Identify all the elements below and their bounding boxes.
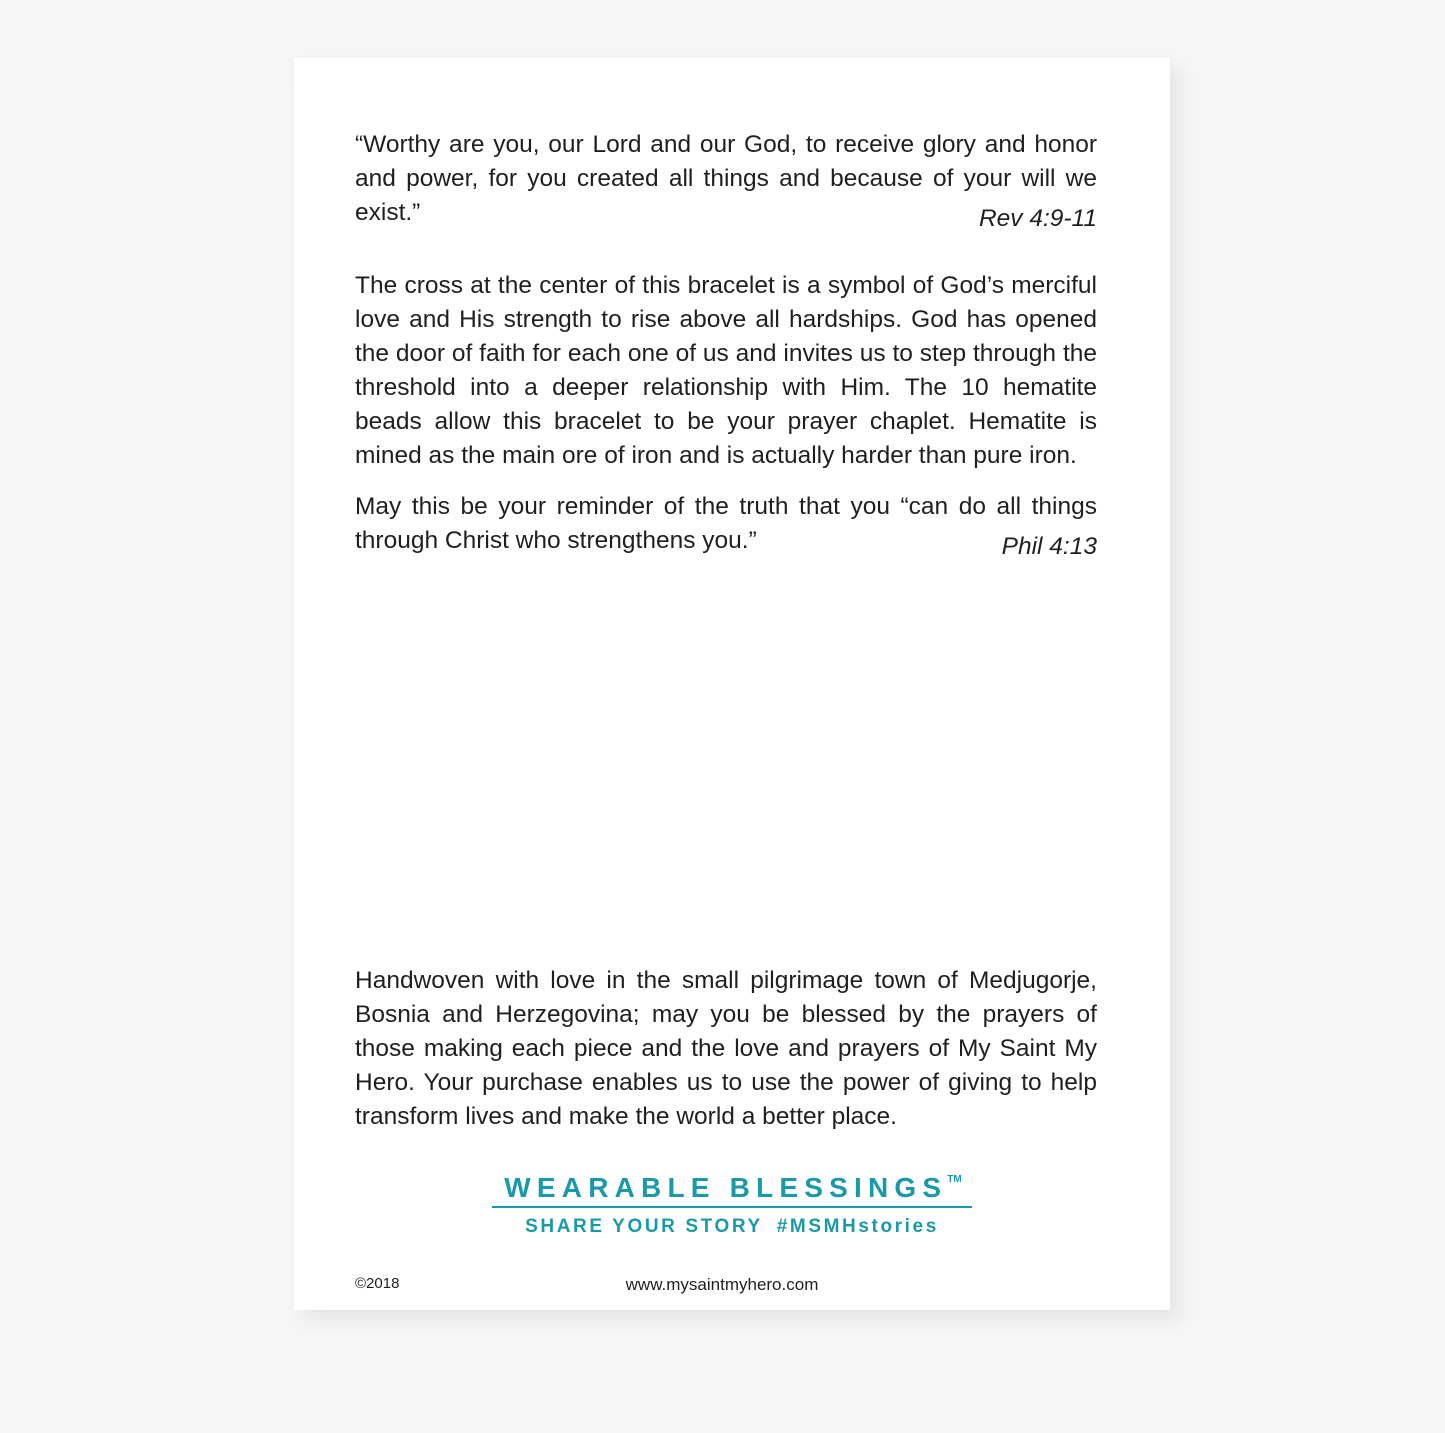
copyright-notice: ©2018: [355, 1275, 400, 1292]
scripture-reference: Phil 4:13: [1001, 533, 1097, 560]
quote-text: May this be your reminder of the truth that you “can do all things through Christ who strengthens you.”: [355, 493, 1097, 554]
origin-paragraph: Handwoven with love in the small pilgrimage town of Medjugorje, Bosnia and Herzegovina; may you be blessed by the prayers of those making each piece and the love and prayers of My Saint My Hero. Your purchase enables us to use the power of giving to help transform lives and make the world a better place.: [355, 967, 1097, 1130]
scripture-reference: Rev 4:9-11: [978, 205, 1097, 232]
brand-hashtag: #MSMHstories: [776, 1216, 939, 1237]
bracelet-description: The cross at the center of this bracelet is a symbol of God’s merciful love and His strength to rise above all hardships. God has opened the door of faith for each one of us and invites us to step through the threshold into a deeper relationship with Him. The 10 hematite beads allow this bracelet to be your prayer chaplet. Hematite is mined as the main ore of iron and is actually harder than pure iron.: [355, 272, 1097, 469]
website-link[interactable]: www.mysaintmyhero.com: [625, 1275, 819, 1294]
brand-tagline-row: [294, 1216, 1170, 1238]
brand-tagline: SHARE YOUR STORY: [525, 1216, 763, 1237]
quote-text: “Worthy are you, our Lord and our God, to receive glory and honor and power, for you created all things and because of your will we exist.”: [355, 131, 1097, 226]
brand-logo: [492, 1172, 971, 1208]
prayer-card: [294, 58, 1170, 1310]
scripture-quote-philippians: [355, 490, 1097, 564]
brand-title: WEARABLE BLESSINGS: [504, 1172, 948, 1203]
trademark-mark: TM: [947, 1174, 962, 1185]
scripture-quote-revelation: [355, 128, 1097, 236]
brand-block: [294, 1172, 1170, 1238]
